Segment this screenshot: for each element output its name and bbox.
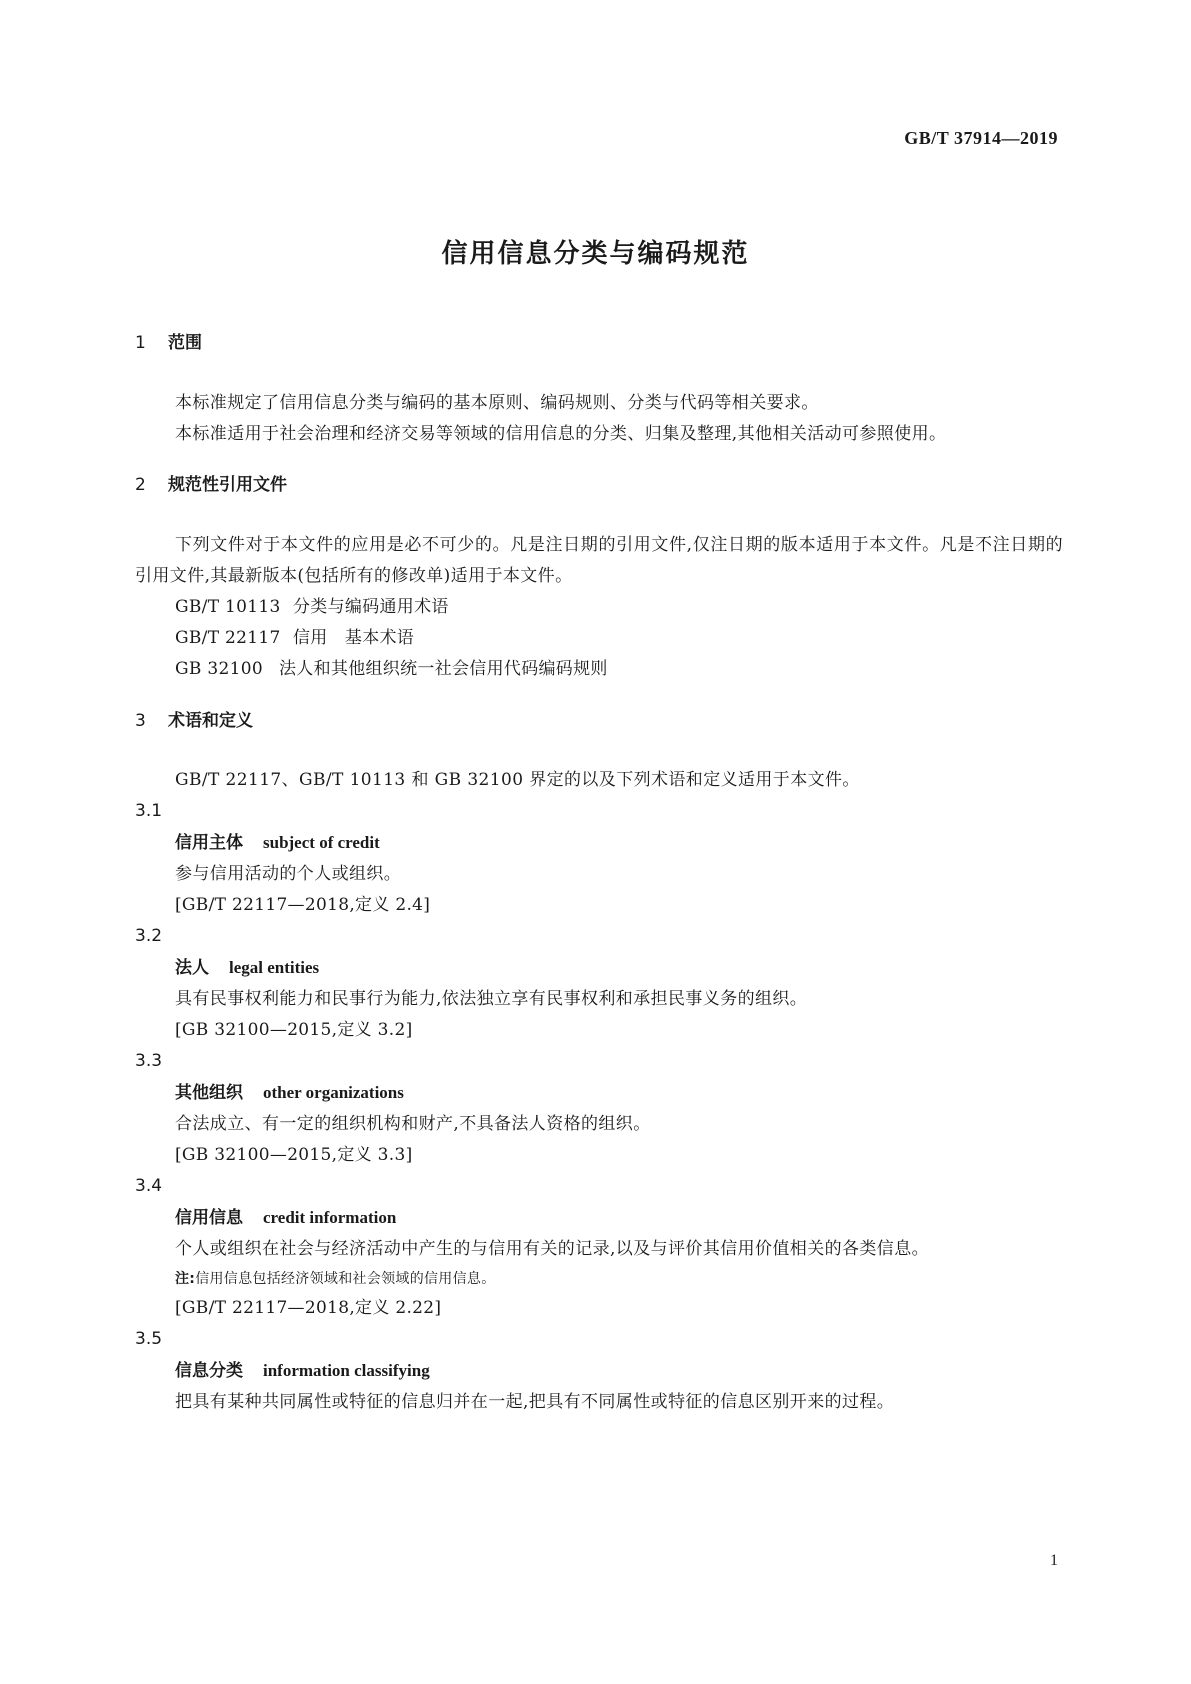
reference-code: GB/T 22117 [175,628,281,648]
section-heading-terms-and-definitions [135,710,1063,732]
reference-title: 分类与编码通用术语 [293,597,449,617]
term-entry [135,1077,1063,1109]
term-entry [135,1355,1063,1387]
section-title: 范围 [168,333,202,353]
term-entry [135,1202,1063,1234]
section-title: 术语和定义 [168,711,253,731]
reference-code: GB/T 10113 [175,597,281,617]
term-number: 3.4 [135,1176,163,1196]
term-en: legal entities [229,958,320,977]
standard-code: GB/T 37914—2019 [904,128,1058,148]
term-en: subject of credit [263,833,380,852]
term-entry [135,827,1063,859]
term-definition: 具有民事权利能力和民事行为能力,依法独立享有民事权利和承担民事义务的组织。 [175,989,808,1009]
reference-title: 信用 基本术语 [293,628,415,648]
term-definition: 个人或组织在社会与经济活动中产生的与信用有关的记录,以及与评价其信用价值相关的各类信息。 [175,1239,930,1259]
term-zh: 信用主体 [175,833,243,853]
term-zh: 信息分类 [175,1361,243,1381]
term-note [135,1265,1063,1293]
document-body [135,332,1063,1418]
term-definition: 参与信用活动的个人或组织。 [175,864,402,884]
note-label: 注: [175,1271,196,1287]
term-zh: 信用信息 [175,1208,243,1228]
paragraph: 本标准适用于社会治理和经济交易等领域的信用信息的分类、归集及整理,其他相关活动可参照使用。 [175,424,947,444]
section-number: 3 [135,711,146,731]
paragraph: 下列文件对于本文件的应用是必不可少的。凡是注日期的引用文件,仅注日期的版本适用于本文件。凡是不注日期的引用文件,其最新版本(包括所有的修改单)适用于本文件。 [135,535,1063,586]
reference-code: GB 32100 [175,659,263,679]
reference-item [135,654,1063,685]
term-number: 3.1 [135,801,163,821]
term-en: other organizations [263,1083,404,1102]
term-zh: 其他组织 [175,1083,243,1103]
page-number: 1 [1050,1552,1058,1569]
term-zh: 法人 [175,958,209,978]
term-number: 3.3 [135,1051,163,1071]
term-number: 3.5 [135,1329,163,1349]
section-heading-scope [135,332,1063,354]
term-definition: 把具有某种共同属性或特征的信息归并在一起,把具有不同属性或特征的信息区别开来的过程。 [175,1392,895,1412]
reference-item [135,623,1063,654]
section-title: 规范性引用文件 [168,475,287,495]
section-number: 1 [135,333,146,353]
term-number: 3.2 [135,926,163,946]
term-source: [GB 32100—2015,定义 3.3] [175,1145,413,1165]
term-en: information classifying [263,1361,430,1380]
term-source: [GB/T 22117—2018,定义 2.22] [175,1298,442,1318]
term-source: [GB/T 22117—2018,定义 2.4] [175,895,431,915]
reference-title: 法人和其他组织统一社会信用代码编码规则 [279,659,608,679]
term-entry [135,952,1063,984]
paragraph: GB/T 22117、GB/T 10113 和 GB 32100 界定的以及下列术语和定义适用于本文件。 [175,770,860,790]
section-heading-normative-references [135,474,1063,496]
paragraph: 本标准规定了信用信息分类与编码的基本原则、编码规则、分类与代码等相关要求。 [175,393,819,413]
section-number: 2 [135,475,146,495]
reference-item [135,592,1063,623]
term-en: credit information [263,1208,397,1227]
term-source: [GB 32100—2015,定义 3.2] [175,1020,413,1040]
note-text: 信用信息包括经济领域和社会领域的信用信息。 [195,1271,496,1287]
document-title: 信用信息分类与编码规范 [441,239,750,269]
term-definition: 合法成立、有一定的组织机构和财产,不具备法人资格的组织。 [175,1114,651,1134]
